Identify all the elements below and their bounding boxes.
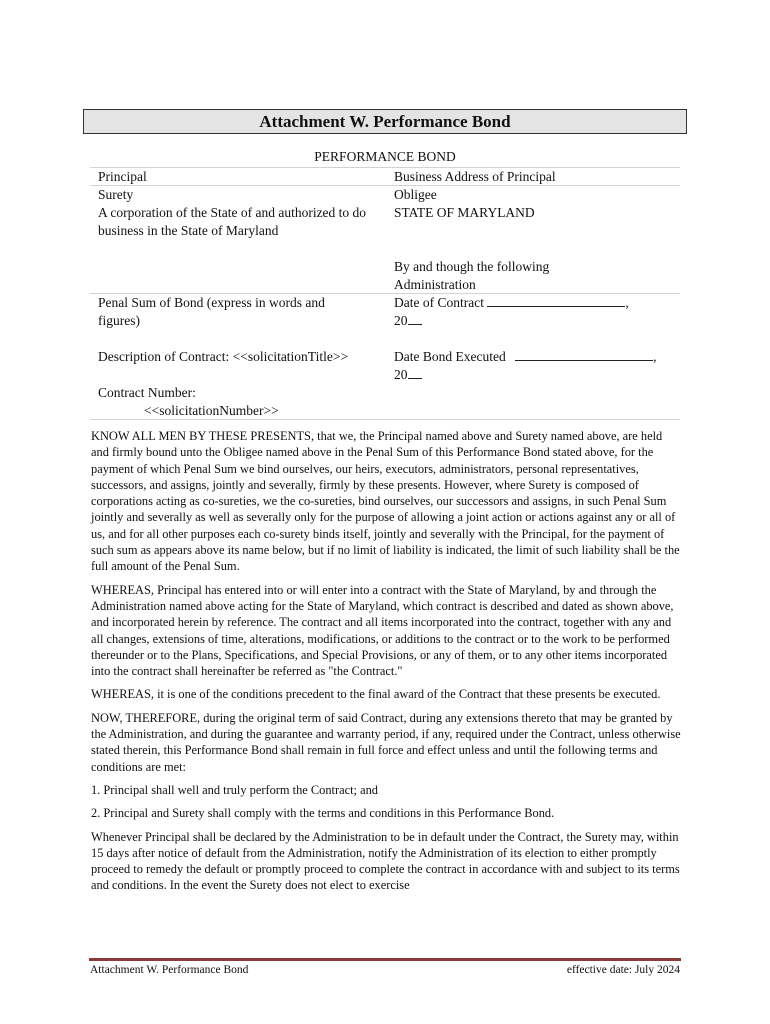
- condition-2: 2. Principal and Surety shall comply with the terms and conditions in this Performance Bond.: [91, 806, 555, 821]
- divider: [90, 419, 680, 420]
- date-bond-executed-label: Date Bond Executed: [394, 349, 506, 364]
- page-title: Attachment W. Performance Bond: [83, 109, 687, 134]
- date-of-contract-label: Date of Contract: [394, 295, 484, 310]
- paragraph-now-therefore: NOW, THEREFORE, during the original term of said Contract, during any extensions thereto that may be granted by the Administration, and during the guarantee and warranty period, if any, required under the Contract, unless otherwise stated therein, this Performance Bond shall remain in full force and effect unless and until the following terms and conditions are met:: [91, 710, 681, 774]
- paragraph-whereas-condition: WHEREAS, it is one of the conditions precedent to the final award of the Contract that these presents be executed.: [91, 687, 661, 702]
- comma: ,: [653, 349, 657, 364]
- footer-effective-date: effective date: July 2024: [566, 964, 680, 976]
- surety-label: Surety: [98, 187, 134, 202]
- form-title: PERFORMANCE BOND: [314, 149, 456, 164]
- footer-title: Attachment W. Performance Bond: [90, 964, 249, 976]
- year-blank: [408, 366, 422, 379]
- date-of-contract-blank: [487, 294, 625, 307]
- paragraph-whereas-contract: WHEREAS, Principal has entered into or will enter into a contract with the State of Maryland, by and through the Administration named above acting for the State of Maryland, which contract is described and dated as shown above, and incorporated herein by reference. The contract and all items incorporated into the contract, together with any and all changes, extensions of time, alterations, modifications, or additions to the contract or to the work to be performed thereunder or to the Plans, Specifications, and Special Provisions, or any of them, or to any other items incorporated into the contract shall hereinafter be referred as "the Contract.": [91, 582, 674, 679]
- obligee-state: STATE OF MARYLAND: [394, 205, 535, 220]
- date-bond-executed-field: [394, 348, 684, 384]
- paragraph-know-all-men: KNOW ALL MEN BY THESE PRESENTS, that we, the Principal named above and Surety named above, are held and firmly bound unto the Obligee named above in the Penal Sum of this Performance Bond stated above, for the payment of which Penal Sum we bind ourselves, our heirs, executors, administrators, personal representatives, successors, and assigns, jointly and severally, firmly by these presents. However, where Surety is composed of corporations acting as co-sureties, we the co-sureties, bind ourselves, our successors and assigns, in such Penal Sum jointly and severally as well as severally only for the purpose of allowing a joint action or actions against any or all of us, and for all other purposes each co-surety binds itself, jointly and severally with the Principal, for the payment of such sum as appears above its name below, but if no limit of liability is indicated, the limit of such liability shall be the full amount of the Penal Sum.: [91, 429, 680, 574]
- date-bond-executed-blank: [515, 348, 653, 361]
- principal-label: Principal: [98, 169, 147, 184]
- year-prefix: 20: [394, 313, 408, 328]
- year-prefix: 20: [394, 367, 408, 382]
- contract-number-value: <<solicitationNumber>>: [144, 403, 279, 418]
- penal-sum-label: Penal Sum of Bond (express in words and figures): [98, 295, 325, 328]
- paragraph-default: Whenever Principal shall be declared by the Administration to be in default under the Contract, the Surety may, within 15 days after notice of default from the Administration, notify the Administration of its election to either promptly proceed to remedy the default or promptly proceed to complete the contract in accordance with and subject to its terms and conditions. In the event the Surety does not elect to exercise: [91, 829, 680, 893]
- year-blank: [408, 312, 422, 325]
- corporation-text: A corporation of the State of and authorized to do business in the State of Maryland: [98, 205, 367, 238]
- obligee-label: Obligee: [394, 187, 437, 202]
- administration-text: By and though the following Administration: [394, 259, 550, 292]
- contract-description: Description of Contract: <<solicitationTitle>>: [98, 349, 349, 364]
- date-of-contract-field: [394, 294, 684, 330]
- comma: ,: [625, 295, 629, 310]
- bond-body: [91, 428, 683, 901]
- contract-number-label: Contract Number:: [98, 385, 196, 400]
- business-address-label: Business Address of Principal: [394, 169, 556, 184]
- footer-rule: [89, 958, 681, 961]
- condition-1: 1. Principal shall well and truly perform the Contract; and: [91, 782, 378, 797]
